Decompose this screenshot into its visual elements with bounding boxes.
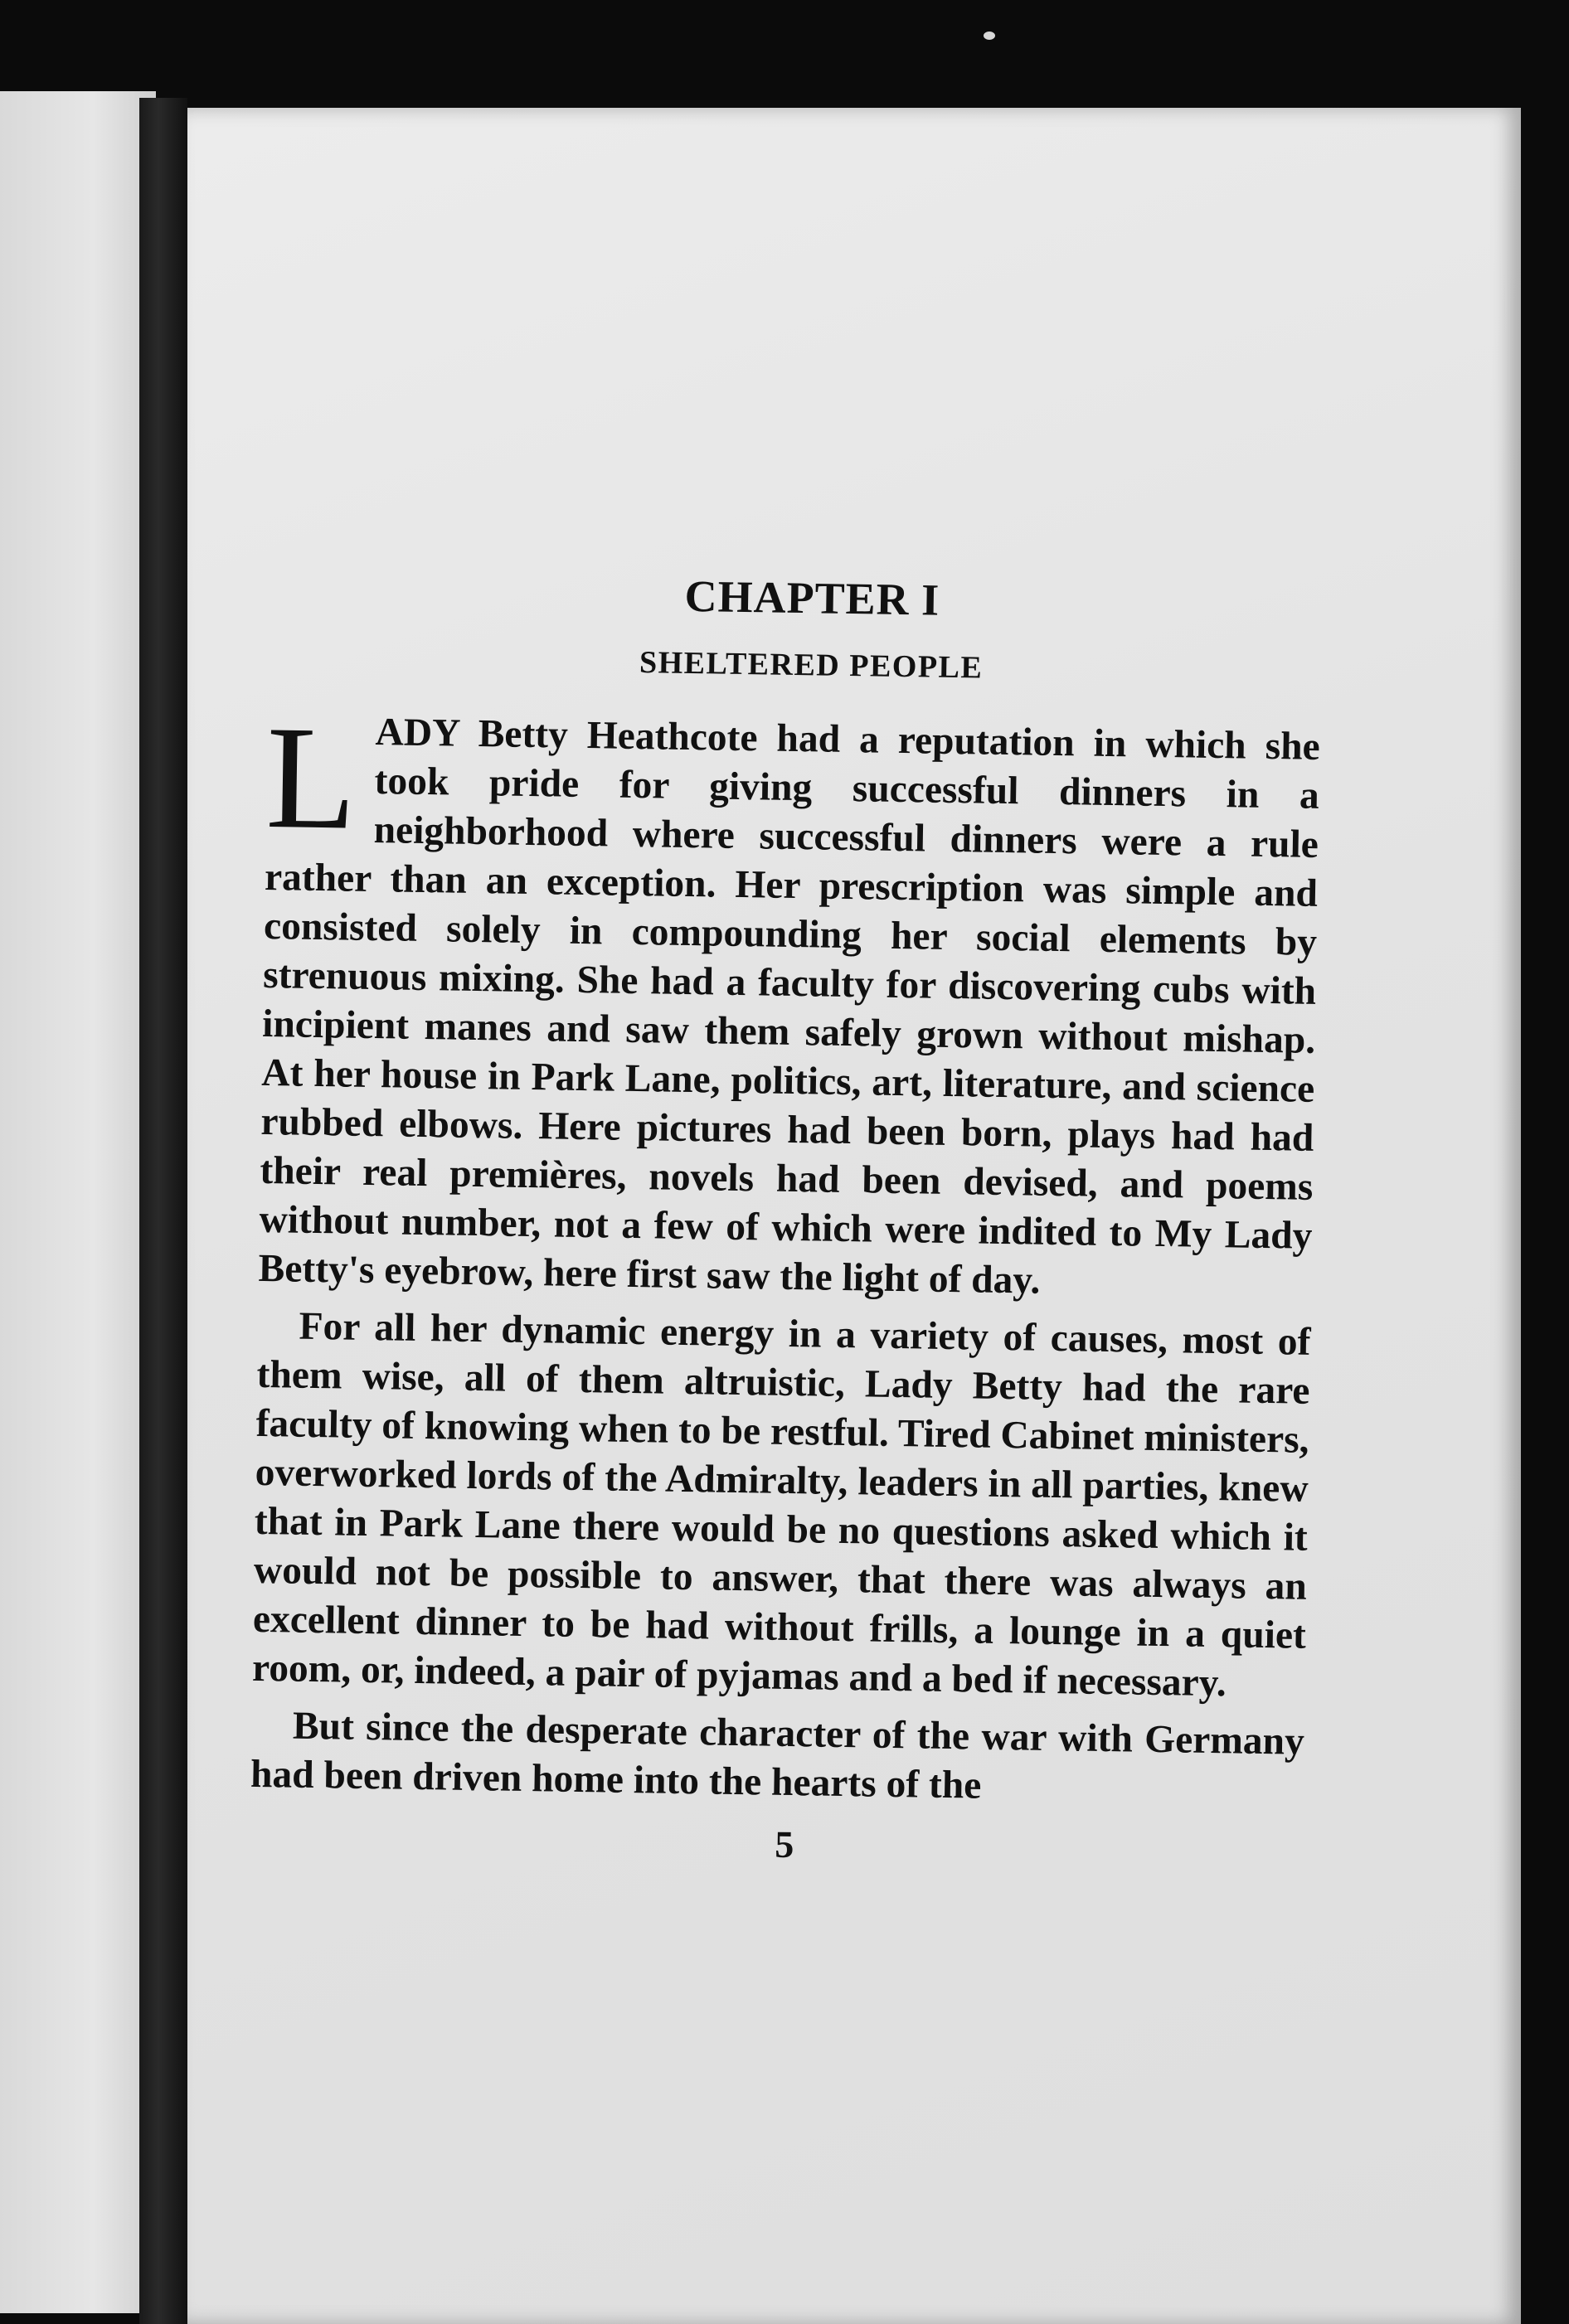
facing-page-edge <box>0 91 156 2313</box>
page-content <box>249 564 1322 1875</box>
paragraph-1-text: ADY Betty Heathcote had a reputation in which she took pride for giving successful dinners in a neighborhood where successful dinners were a rule rather than an exception. Her prescription was simple and consisted solely in compounding her social elements by strenuous mixing. She had a faculty for discovering cubs with incipient manes and saw them safely grown without mishap. At her house in Park Lane, politics, art, literature, and science rubbed elbows. Here pictures had been born, plays had had their real premières, novels had been devised, and poems without number, not a few of which were indited to My Lady Betty's eyebrow, here first saw the light of day. <box>258 711 1321 1303</box>
page-number: 5 <box>774 1822 794 1866</box>
chapter-title: CHAPTER I <box>684 570 940 625</box>
book-binding <box>139 98 187 2324</box>
drop-cap: L <box>265 694 358 861</box>
paragraph-1 <box>258 694 1321 1310</box>
chapter-subtitle: SHELTERED PEOPLE <box>639 645 984 686</box>
scan-artifact <box>984 32 995 40</box>
paragraph-3: But since the desperate character of the war with Germany had been driven home into the hearts of the <box>250 1704 1305 1807</box>
paragraph-2: For all her dynamic energy in a variety of causes, most of them wise, all of them altruistic, Lady Betty had the rare faculty of knowing when to be restful. Tired Cabinet ministers, overworked lords of the Admiralty, leaders in all parties, knew that in Park Lane there would be no questions asked which it would not be possible to answer, that there was always an excellent dinner to be had without frills, a lounge in a quiet room, or, indeed, a pair of pyjamas and a bed if necessary. <box>251 1304 1311 1705</box>
